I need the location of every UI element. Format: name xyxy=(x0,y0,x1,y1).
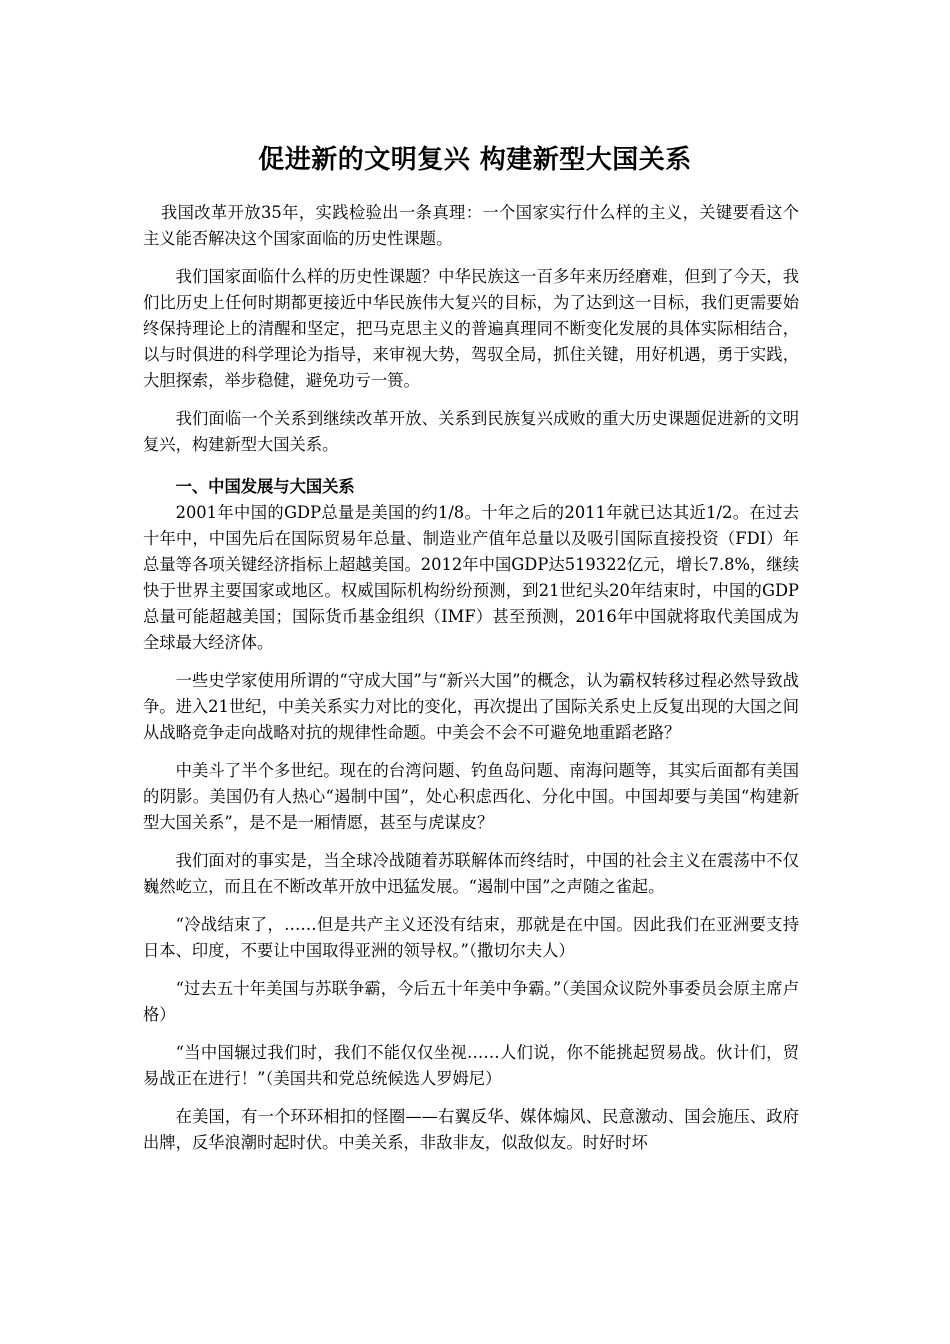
quote-paragraph: “冷战结束了，……但是共产主义还没有结束，那就是在中国。因此我们在亚洲要支持日本、印度，不要让中国取得亚洲的领导权。”（撒切尔夫人） xyxy=(143,915,799,960)
paragraph: 在美国，有一个环环相扣的怪圈——右翼反华、媒体煽风、民意激动、国会施压、政府出牌，反华浪潮时起时伏。中美关系，非敌非友，似敌似友。时好时坏 xyxy=(143,1107,799,1152)
paragraph: 我们面对的事实是，当全球冷战随着苏联解体而终结时，中国的社会主义在震荡中不仅巍然屹立，而且在不断改革开放中迅猛发展。“遏制中国”之声随之雀起。 xyxy=(143,851,799,896)
paragraph: 我们国家面临什么样的历史性课题？中华民族这一百多年来历经磨难，但到了今天，我们比历史上任何时期都更接近中华民族伟大复兴的目标，为了达到这一目标，我们更需要始终保持理论上的清醒和坚定，把马克思主义的普遍真理同不断变化发展的具体实际相结合，以与时俱进的科学理论为指导，来审视大势，驾驭全局，抓住关键，用好机遇，勇于实践，大胆探索，举步稳健，避免功亏一篑。 xyxy=(143,267,799,390)
paragraph: 一些史学家使用所谓的“守成大国”与“新兴大国”的概念，认为霸权转移过程必然导致战争。进入21世纪，中美关系实力对比的变化，再次提出了国际关系史上反复出现的大国之间从战略竞争走向战略对抗的规律性命题。中美会不会不可避免地重蹈老路？ xyxy=(143,671,799,742)
document-title: 促进新的文明复兴 构建新型大国关系 xyxy=(258,145,692,175)
section-heading: 一、中国发展与大国关系 xyxy=(175,477,355,496)
paragraph: 中美斗了半个多世纪。现在的台湾问题、钓鱼岛问题、南海问题等，其实后面都有美国的阴影。美国仍有人热心“遏制中国”，处心积虑西化、分化中国。中国却要与美国“构建新型大国关系”，是不是一厢情愿，甚至与虎谋皮？ xyxy=(143,761,799,832)
quote-paragraph: “过去五十年美国与苏联争霸，今后五十年美中争霸。”（美国众议院外事委员会原主席卢格） xyxy=(143,979,799,1024)
paragraph: 2001年中国的GDP总量是美国的约1/8。十年之后的2011年就已达其近1/2。在过去十年中，中国先后在国际贸易年总量、制造业产值年总量以及吸引国际直接投资（FDI）年总量等各项关键经济指标上超越美国。2012年中国GDP达519322亿元，增长7.8%，继续快于世界主要国家或地区。权威国际机构纷纷预测，到21世纪头20年结束时，中国的GDP总量可能超越美国；国际货币基金组织（IMF）甚至预测，2016年中国就将取代美国成为全球最大经济体。 xyxy=(143,503,799,652)
paragraph: 我们面临一个关系到继续改革开放、关系到民族复兴成败的重大历史课题促进新的文明复兴，构建新型大国关系。 xyxy=(143,409,799,454)
document-body xyxy=(143,200,799,1168)
quote-paragraph: “当中国辗过我们时，我们不能仅仅坐视……人们说，你不能挑起贸易战。伙计们，贸易战正在进行！”（美国共和党总统候选人罗姆尼） xyxy=(143,1043,799,1088)
paragraph: 我国改革开放35年，实践检验出一条真理：一个国家实行什么样的主义，关键要看这个主义能否解决这个国家面临的历史性课题。 xyxy=(143,203,799,248)
